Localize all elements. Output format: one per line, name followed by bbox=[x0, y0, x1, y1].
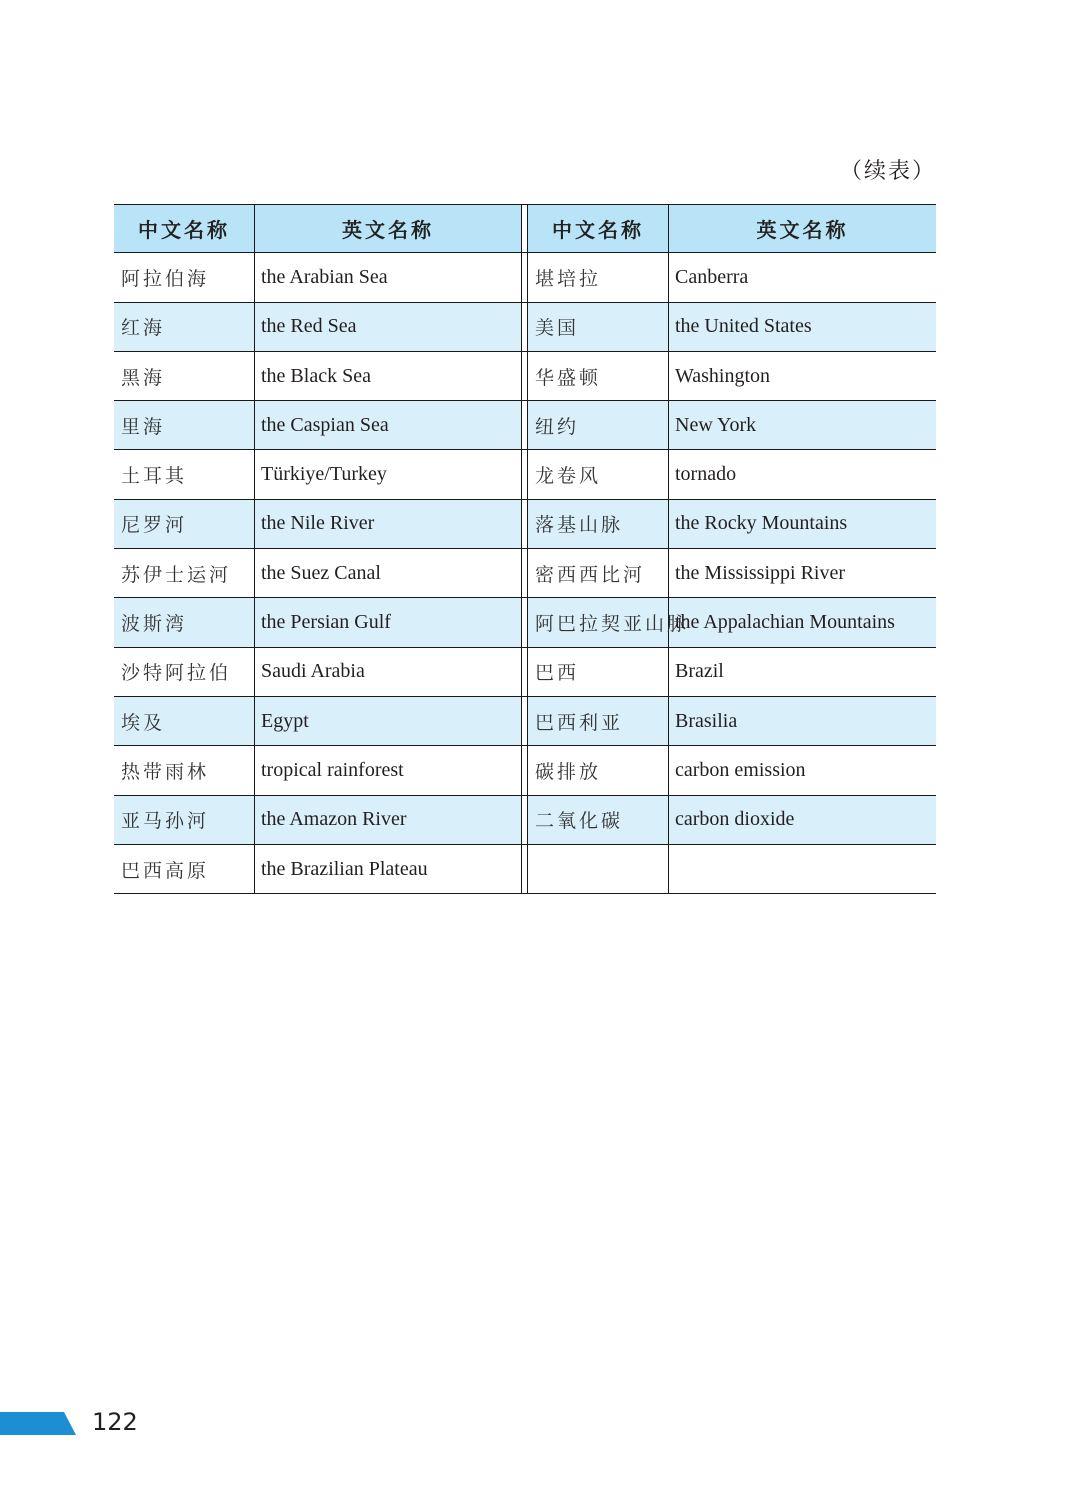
table-row bbox=[114, 796, 936, 845]
column-separator bbox=[521, 697, 528, 745]
cell-english-name-left: Türkiye/Turkey bbox=[261, 463, 387, 486]
cell-english-name-left: the Red Sea bbox=[261, 315, 357, 338]
cell-english-name-left: the Brazilian Plateau bbox=[261, 857, 428, 880]
cell-english-name-right bbox=[669, 845, 936, 893]
page-number: 122 bbox=[92, 1408, 138, 1436]
cell-english-name-left: the Nile River bbox=[261, 512, 375, 535]
cell-chinese-name-left: 亚马孙河 bbox=[114, 796, 255, 844]
header-chinese-name-right: 中文名称 bbox=[528, 205, 669, 252]
cell-chinese-name-left: 波斯湾 bbox=[114, 598, 255, 646]
cell-chinese-name-right bbox=[528, 845, 669, 893]
table-row bbox=[114, 746, 936, 795]
cell-english-name-left: the Arabian Sea bbox=[261, 265, 388, 288]
cell-english-name-right: carbon dioxide bbox=[675, 808, 795, 831]
cell-english-name-left: Egypt bbox=[261, 709, 309, 732]
header-english-name-left: 英文名称 bbox=[342, 218, 434, 243]
cell-chinese-name-right: 纽约 bbox=[528, 401, 669, 449]
cell-chinese-name-right: 阿巴拉契亚山脉 bbox=[528, 598, 669, 646]
cell-english-name-left: the Caspian Sea bbox=[261, 413, 389, 436]
column-separator bbox=[521, 549, 528, 597]
cell-english-name-right: Brasilia bbox=[675, 709, 738, 732]
cell-chinese-name-right: 美国 bbox=[528, 303, 669, 351]
table-row bbox=[114, 845, 936, 894]
table-row bbox=[114, 549, 936, 598]
continued-label: （续表） bbox=[840, 159, 937, 184]
cell-chinese-name-left: 巴西高原 bbox=[114, 845, 255, 893]
cell-chinese-name-left: 热带雨林 bbox=[114, 746, 255, 794]
table-row bbox=[114, 303, 936, 352]
cell-english-name-right: the Rocky Mountains bbox=[675, 512, 848, 535]
column-separator bbox=[521, 500, 528, 548]
table-row bbox=[114, 598, 936, 647]
column-separator bbox=[521, 352, 528, 400]
table-row bbox=[114, 352, 936, 401]
cell-chinese-name-left: 沙特阿拉伯 bbox=[114, 648, 255, 696]
cell-chinese-name-right: 华盛顿 bbox=[528, 352, 669, 400]
page-tab-decoration bbox=[0, 1412, 76, 1435]
table-body bbox=[114, 253, 936, 894]
cell-english-name-left: tropical rainforest bbox=[261, 758, 404, 781]
cell-english-name-right: the United States bbox=[675, 315, 812, 338]
cell-chinese-name-left: 埃及 bbox=[114, 697, 255, 745]
column-separator bbox=[521, 303, 528, 351]
header-chinese-name-left: 中文名称 bbox=[114, 205, 255, 252]
column-separator bbox=[521, 401, 528, 449]
cell-english-name-right: carbon emission bbox=[675, 758, 806, 781]
column-separator bbox=[521, 450, 528, 498]
cell-chinese-name-left: 苏伊士运河 bbox=[114, 549, 255, 597]
cell-chinese-name-right: 二氧化碳 bbox=[528, 796, 669, 844]
cell-chinese-name-right: 堪培拉 bbox=[528, 253, 669, 301]
column-separator bbox=[521, 253, 528, 301]
cell-chinese-name-right: 密西西比河 bbox=[528, 549, 669, 597]
table-row bbox=[114, 401, 936, 450]
column-separator bbox=[521, 746, 528, 794]
cell-chinese-name-right: 龙卷风 bbox=[528, 450, 669, 498]
cell-english-name-right: New York bbox=[675, 413, 757, 436]
table-row bbox=[114, 450, 936, 499]
table-header-row bbox=[114, 204, 936, 253]
cell-chinese-name-right: 巴西 bbox=[528, 648, 669, 696]
cell-chinese-name-left: 尼罗河 bbox=[114, 500, 255, 548]
cell-english-name-right: the Mississippi River bbox=[675, 561, 846, 584]
cell-chinese-name-left: 黑海 bbox=[114, 352, 255, 400]
cell-english-name-right: Canberra bbox=[675, 265, 749, 288]
cell-english-name-right: tornado bbox=[675, 463, 737, 486]
column-separator bbox=[521, 598, 528, 646]
column-separator bbox=[521, 205, 528, 252]
cell-chinese-name-left: 阿拉伯海 bbox=[114, 253, 255, 301]
column-separator bbox=[521, 796, 528, 844]
cell-chinese-name-right: 落基山脉 bbox=[528, 500, 669, 548]
cell-english-name-left: the Suez Canal bbox=[261, 561, 381, 584]
cell-chinese-name-left: 里海 bbox=[114, 401, 255, 449]
table-row bbox=[114, 253, 936, 302]
cell-english-name-left: the Black Sea bbox=[261, 364, 371, 387]
cell-english-name-right: Brazil bbox=[675, 660, 724, 683]
header-english-name-right: 英文名称 bbox=[756, 218, 849, 243]
cell-english-name-right: the Appalachian Mountains bbox=[675, 611, 895, 634]
cell-english-name-left: Saudi Arabia bbox=[261, 660, 365, 683]
column-separator bbox=[521, 845, 528, 893]
column-separator bbox=[521, 648, 528, 696]
cell-english-name-left: the Amazon River bbox=[261, 808, 407, 831]
cell-chinese-name-left: 土耳其 bbox=[114, 450, 255, 498]
cell-english-name-left: the Persian Gulf bbox=[261, 611, 391, 634]
table-row bbox=[114, 648, 936, 697]
table-row bbox=[114, 697, 936, 746]
glossary-table bbox=[114, 204, 936, 894]
cell-chinese-name-right: 碳排放 bbox=[528, 746, 669, 794]
cell-chinese-name-left: 红海 bbox=[114, 303, 255, 351]
table-row bbox=[114, 500, 936, 549]
cell-english-name-right: Washington bbox=[675, 364, 771, 387]
cell-chinese-name-right: 巴西利亚 bbox=[528, 697, 669, 745]
